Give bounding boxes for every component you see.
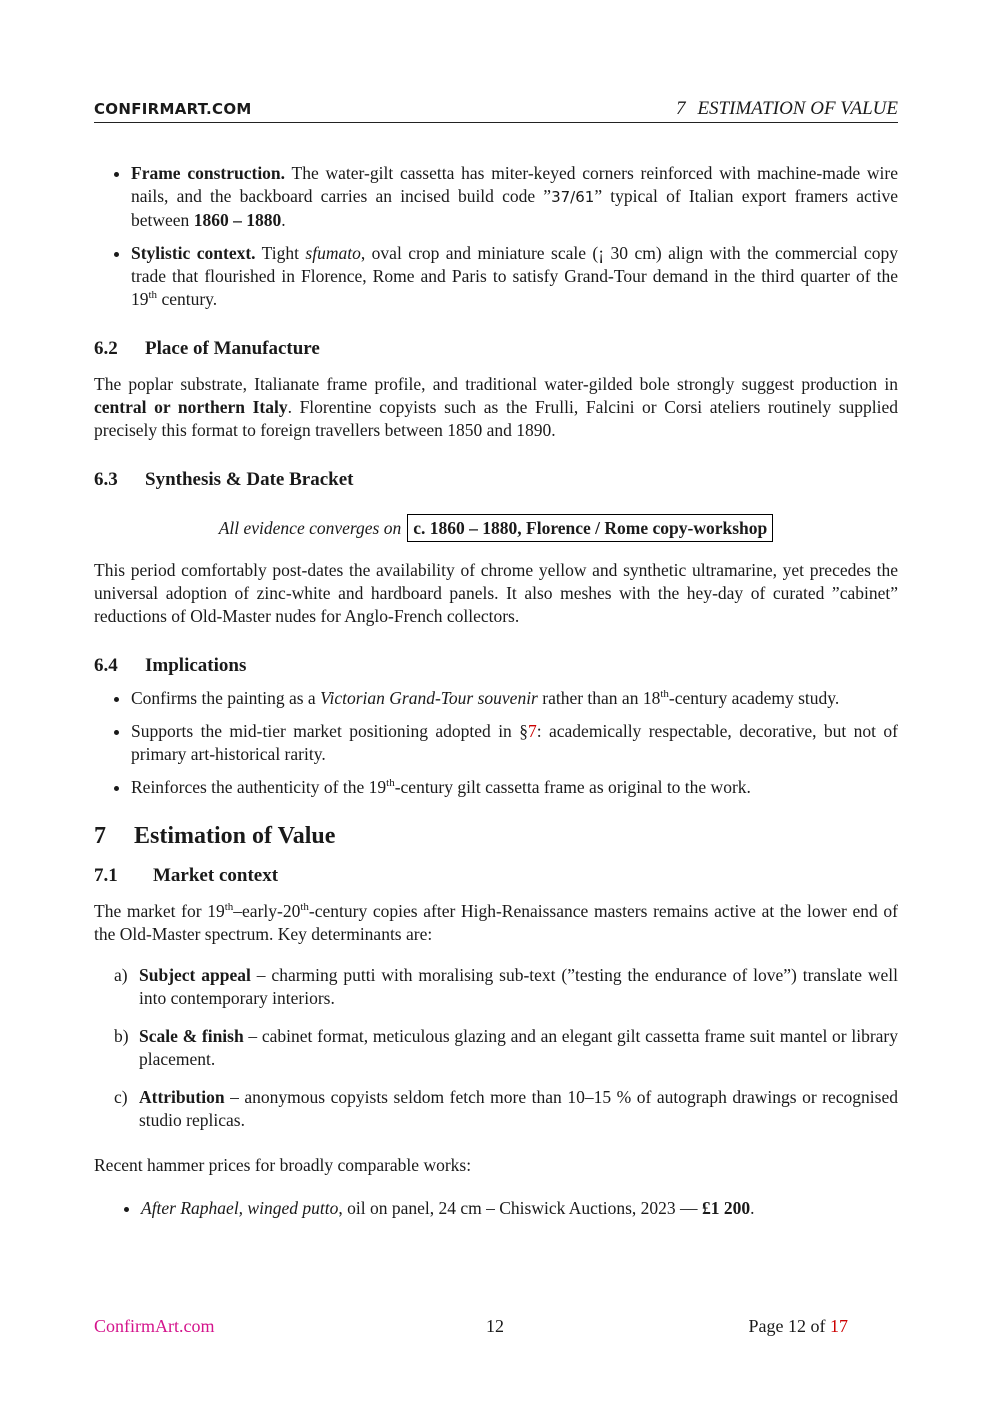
paragraph-place-of-manufacture: The poplar substrate, Italianate frame profile, and traditional water-gilded bole strongly suggest production in central or northern Italy. Florentine copyists such as the Frulli, Falcini or Corsi ateliers routinely supplied precisely this format to foreign travellers between 1850 and 1890. [94, 374, 898, 440]
page-header [94, 98, 898, 123]
list-item: • Supports the mid-tier market positioning adopted in §7: academically respectable, decorative, but not of primary art-historical rarity. [131, 720, 898, 766]
list-item: • After Raphael, winged putto, oil on panel, 24 cm – Chiswick Auctions, 2023 — £1 200. [141, 1197, 898, 1220]
evidence-bullets [94, 162, 898, 311]
list-item: • Reinforces the authenticity of the 19th-century gilt cassetta frame as original to the work. [131, 776, 898, 799]
footer-total-pages-link[interactable]: 17 [830, 1316, 848, 1336]
footer-page-count: Page 12 of 17 [748, 1316, 848, 1336]
list-item: • Confirms the painting as a Victorian Grand-Tour souvenir rather than an 18th-century academy study. [131, 687, 898, 710]
page-footer [94, 1316, 848, 1338]
footer-page-number: 12 [486, 1316, 504, 1336]
date-bracket-box: c. 1860 – 1880, Florence / Rome copy-workshop [407, 514, 773, 542]
implications-list [94, 687, 898, 799]
paragraph-market-context: The market for 19th–early-20th-century copies after High-Renaissance masters remains active at the lower end of the Old-Master spectrum. Key determinants are: [94, 901, 898, 944]
determinants-list [94, 964, 898, 1132]
footer-site-link[interactable]: ConfirmArt.com [94, 1316, 215, 1336]
comparables-list [94, 1197, 898, 1220]
running-head-title: ESTIMATION OF VALUE [697, 98, 898, 119]
section-7-link[interactable]: 7 [527, 721, 537, 741]
section-heading-7: 7 Estimation of Value [94, 823, 336, 849]
section-heading-6-2: 6.2 Place of Manufacture [94, 338, 320, 359]
running-head [676, 98, 898, 120]
brand-logo: CONFIRMART.COM [94, 100, 252, 118]
paragraph-recent-prices: Recent hammer prices for broadly comparable works: [94, 1155, 472, 1175]
list-item: • Frame construction. The water-gilt cassetta has miter-keyed corners reinforced with machine-made wire nails, and the backboard carries an incised build code ”37/61” typical of Italian export framers active between 1860 – 1880. [131, 162, 898, 232]
section-heading-6-3: 6.3 Synthesis & Date Bracket [94, 469, 354, 490]
build-code: 37/61 [551, 188, 595, 206]
list-item: b) Scale & finish – cabinet format, meticulous glazing and an elegant gilt cassetta frame suit mantel or library placement. [114, 1026, 898, 1069]
running-head-number: 7 [675, 98, 686, 119]
paragraph-synthesis: This period comfortably post-dates the availability of chrome yellow and synthetic ultramarine, yet precedes the universal adoption of zinc-white and hardboard panels. It also meshes with the hey-day of curated ”cabinet” reductions of Old-Master nudes for Anglo-French collectors. [94, 560, 898, 626]
section-heading-6-4: 6.4 Implications [94, 655, 247, 676]
page-content [94, 162, 898, 1230]
list-item: • Stylistic context. Tight sfumato, oval crop and miniature scale (¡ 30 cm) align with the commercial copy trade that flourished in Florence, Rome and Paris to satisfy Grand-Tour demand in the third quarter of the 19th century. [131, 242, 898, 311]
list-item: c) Attribution – anonymous copyists seldom fetch more than 10–15 % of autograph drawings or recognised studio replicas. [114, 1087, 898, 1130]
date-bracket-statement: All evidence converges on c. 1860 – 1880, Florence / Rome copy-workshop [94, 517, 898, 540]
section-heading-7-1: 7.1 Market context [94, 865, 279, 886]
list-item: a) Subject appeal – charming putti with moralising sub-text (”testing the endurance of love”) translate well into contemporary interiors. [114, 965, 899, 1008]
